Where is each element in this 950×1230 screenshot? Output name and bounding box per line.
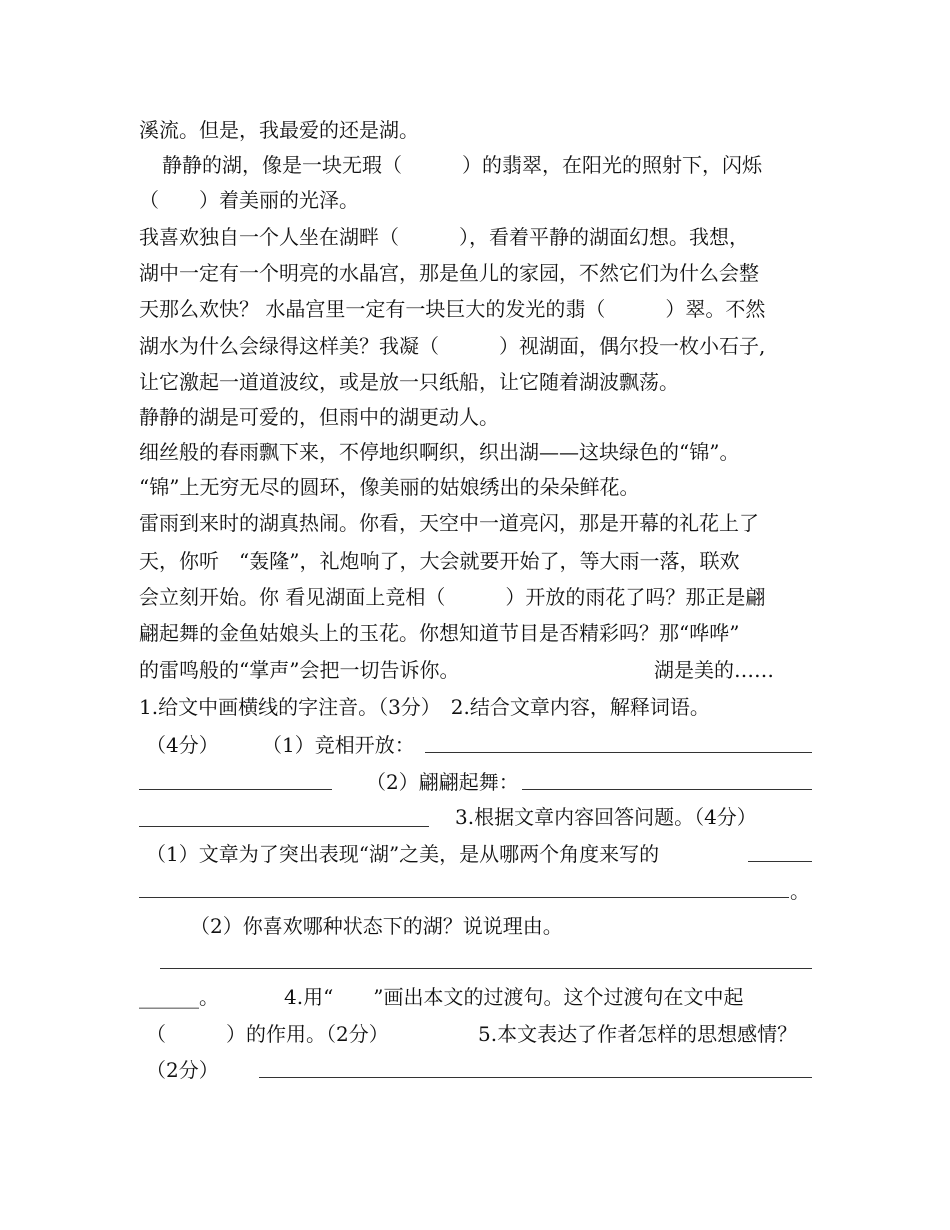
- passage-line: “锦”上无穷无尽的圆环，像美丽的姑娘绣出的朵朵鲜花。: [139, 475, 640, 499]
- answer-line-3-2-end: ______。: [139, 985, 219, 1009]
- question-4-cont: （ ）的作用。（2分）: [146, 1022, 389, 1046]
- passage-line: 翩起舞的金鱼姑娘头上的玉花。你想知道节目是否精彩吗？那“哗哗”: [139, 621, 740, 645]
- question-3-1: （1）文章为了突出表现“湖”之美，是从哪两个角度来写的: [146, 842, 660, 866]
- passage-line: 雷雨到来时的湖真热闹。你看，天空中一道亮闪，那是开幕的礼花上了: [139, 511, 759, 535]
- question-4: 4.用“ ”画出本文的过渡句。这个过渡句在文中起: [284, 985, 744, 1009]
- passage-closing: 湖是美的……: [654, 658, 774, 682]
- answer-line-2-2-cont[interactable]: [139, 826, 429, 827]
- passage-line: 的雷鸣般的“掌声”会把一切告诉你。: [139, 658, 460, 682]
- answer-line-2-1-cont[interactable]: [139, 789, 332, 790]
- question-2-item-2-label: （2）翩翩起舞：: [366, 770, 519, 794]
- answer-line-2-2[interactable]: [522, 789, 812, 790]
- passage-line: 湖中一定有一个明亮的水晶宫，那是鱼儿的家园，不然它们为什么会整: [139, 261, 759, 285]
- question-1-2: 1.给文中画横线的字注音。（3分） 2.结合文章内容，解释词语。: [139, 695, 710, 719]
- passage-line: 会立刻开始。你 看见湖面上竞相（ ）开放的雨花了吗？那正是翩: [139, 585, 766, 609]
- passage-line: 静静的湖，像是一块无瑕（ ）的翡翠，在阳光的照射下，闪烁: [162, 153, 762, 177]
- passage-line: 溪流。但是，我最爱的还是湖。: [139, 118, 419, 142]
- answer-line-3-1[interactable]: [748, 861, 812, 862]
- answer-line-3-2[interactable]: [160, 968, 812, 969]
- question-3-2: （2）你喜欢哪种状态下的湖？说说理由。: [190, 914, 563, 938]
- question-3-1-end: 。: [790, 879, 810, 903]
- passage-line: 静静的湖是可爱的，但雨中的湖更动人。: [139, 405, 499, 429]
- passage-line: （ ）着美丽的光泽。: [139, 188, 359, 212]
- passage-line: 天，你听 “轰隆”，礼炮响了，大会就要开始了，等大雨一落，联欢: [139, 549, 740, 573]
- passage-line: 让它激起一道道波纹，或是放一只纸船，让它随着湖波飘荡。: [139, 370, 679, 394]
- passage-line: 湖水为什么会绿得这样美？我凝（ ）视湖面，偶尔投一枚小石子,: [139, 334, 766, 358]
- question-2-score: （4分）: [146, 733, 219, 757]
- passage-line: 细丝般的春雨飘下来，不停地织啊织，织出湖——这块绿色的“锦”。: [139, 440, 740, 464]
- question-5: 5.本文表达了作者怎样的思想感情？: [478, 1022, 798, 1046]
- passage-line: 天那么欢快？ 水晶宫里一定有一块巨大的发光的翡（ ）翠。不然: [139, 297, 766, 321]
- question-2-item-1-label: （1）竞相开放：: [262, 733, 415, 757]
- answer-line-2-1[interactable]: [425, 752, 812, 753]
- question-5-score: （2分）: [146, 1058, 219, 1082]
- question-3: 3.根据文章内容回答问题。（4分）: [455, 805, 757, 829]
- answer-line-5[interactable]: [259, 1077, 812, 1078]
- answer-line-3-1-cont[interactable]: [139, 897, 789, 898]
- passage-line: 我喜欢独自一个人坐在湖畔（ ），看着平静的湖面幻想。我想，: [139, 225, 749, 249]
